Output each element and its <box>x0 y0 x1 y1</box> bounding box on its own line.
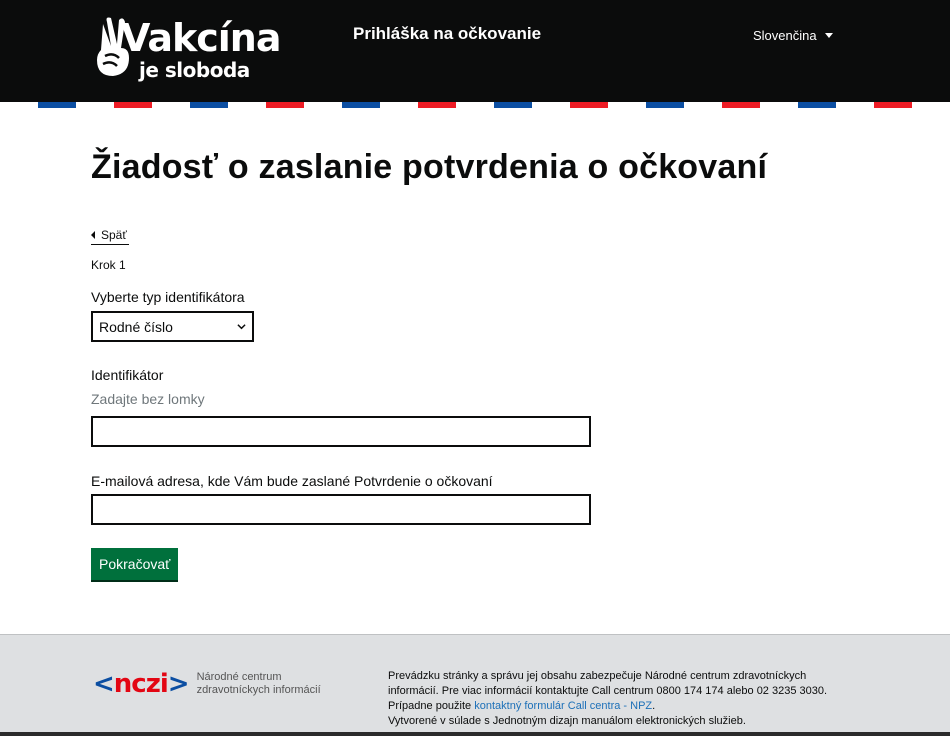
org-name-line2: zdravotníckych informácií <box>196 684 321 696</box>
bottom-bar <box>0 732 950 736</box>
language-label: Slovenčina <box>753 28 817 43</box>
footer-info <box>388 669 838 729</box>
nczi-logo[interactable] <box>93 669 321 699</box>
flag-stripe <box>0 102 950 108</box>
footer-text-part2: . <box>652 700 656 712</box>
vakcina-logo[interactable] <box>93 14 283 86</box>
id-type-select[interactable] <box>91 311 254 342</box>
page-title: Žiadosť o zaslanie potvrdenia o očkovaní <box>91 148 768 186</box>
step-indicator: Krok 1 <box>91 258 126 272</box>
nczi-org-name <box>197 671 321 697</box>
chevron-left-icon: < <box>93 669 114 699</box>
back-label: Späť <box>101 228 127 242</box>
identifier-input[interactable] <box>91 416 591 447</box>
contact-form-link[interactable]: kontaktný formulár Call centra - NPZ <box>474 700 653 712</box>
id-type-value: Rodné číslo <box>99 318 173 335</box>
back-link[interactable] <box>91 228 129 245</box>
footer-text-part1: Prevádzku stránky a správu jej obsahu zabezpečuje Národné centrum zdravotníckych informácií. Pre viac informácií kontaktujte Call centrum 0800 174 174 alebo 02 3235 3030. Prípadne použite <box>388 670 828 712</box>
service-name[interactable]: Prihláška na očkovanie <box>353 24 542 43</box>
nczi-logo-mark <box>93 669 189 699</box>
identifier-label: Identifikátor <box>91 367 164 383</box>
chevron-down-icon <box>825 33 833 38</box>
chevron-right-icon: > <box>167 669 189 699</box>
nczi-logo-text: nczi <box>113 669 168 699</box>
continue-button[interactable]: Pokračovať <box>91 548 178 580</box>
email-input[interactable] <box>91 494 591 525</box>
logo-subtitle: je sloboda <box>139 58 250 82</box>
site-footer <box>0 634 950 736</box>
footer-text-line2: Vytvorené v súlade s Jednotným dizajn manuálom elektronických služieb. <box>388 715 746 727</box>
logo-title: Vakcína <box>121 16 281 60</box>
email-label: E-mailová adresa, kde Vám bude zaslané Potvrdenie o očkovaní <box>91 473 493 489</box>
identifier-hint: Zadajte bez lomky <box>91 391 205 407</box>
back-arrow-icon <box>91 231 95 239</box>
language-selector[interactable] <box>753 28 833 43</box>
site-header <box>0 0 950 106</box>
chevron-down-icon <box>237 322 246 331</box>
id-type-label: Vyberte typ identifikátora <box>91 289 245 305</box>
org-name-line1: Národné centrum <box>196 671 282 683</box>
